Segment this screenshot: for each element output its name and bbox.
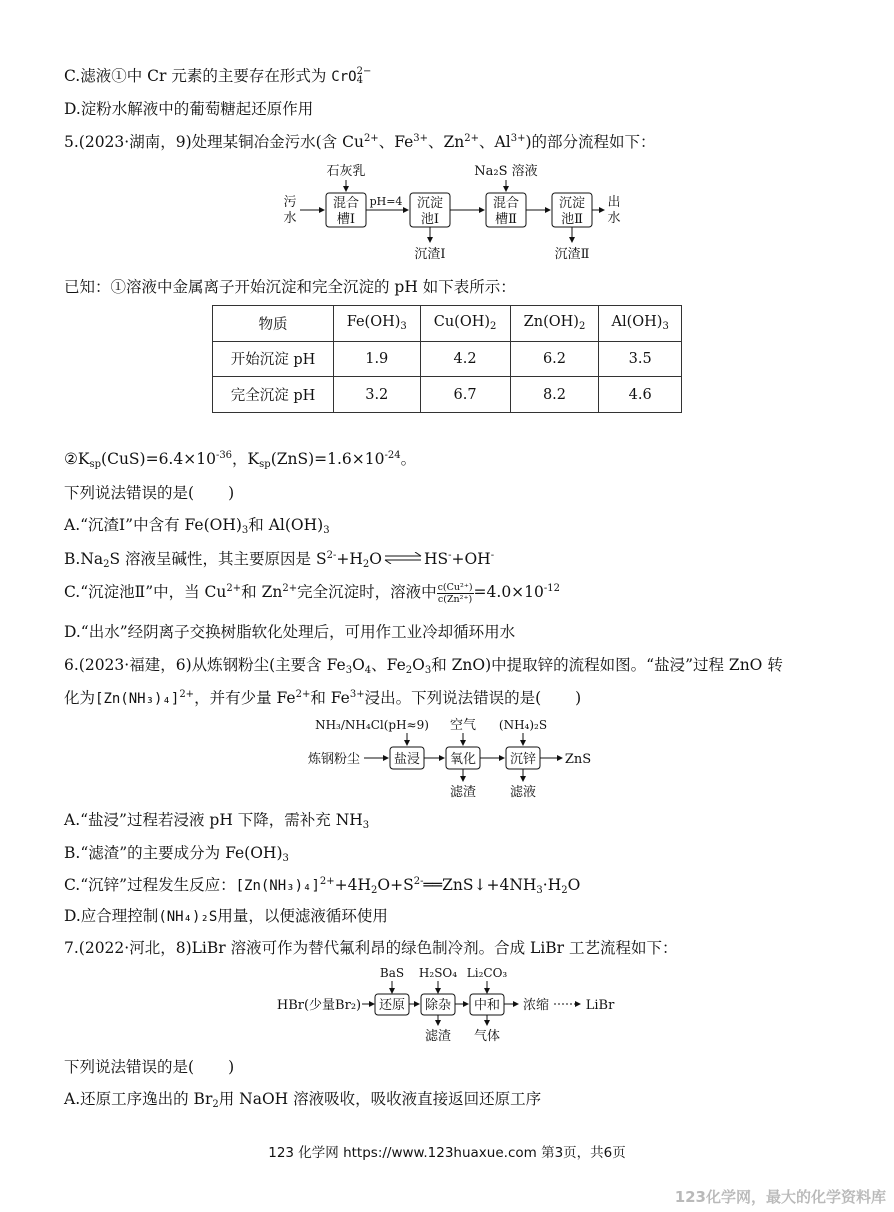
table-row: 开始沉淀 pH 1.9 4.2 6.2 3.5 bbox=[213, 341, 682, 377]
svg-text:槽Ⅰ: 槽Ⅰ bbox=[336, 212, 356, 227]
svg-text:BaS: BaS bbox=[379, 966, 405, 980]
watermark: 123化学网，最大的化学资料库 bbox=[674, 1188, 886, 1206]
q5-flow-diagram bbox=[270, 158, 630, 266]
svg-text:混合: 混合 bbox=[492, 196, 520, 211]
q5-stem: 5.(2023·湖南，9)处理某铜冶金污水(含 $Cu^{2+}$、$Fe^{3+}$、$Zn^{2+}$、$Al^{3+}$)的部分流程如下： bbox=[64, 133, 656, 151]
svg-text:池Ⅱ: 池Ⅱ bbox=[561, 212, 583, 227]
svg-text:混合: 混合 bbox=[332, 196, 360, 211]
svg-text:滤液: 滤液 bbox=[509, 785, 537, 800]
svg-text:Li₂CO₃: Li₂CO₃ bbox=[466, 966, 508, 980]
q6-option-b: B.“滤渣”的主要成分为 $Fe(OH)_3$ bbox=[64, 844, 289, 864]
svg-text:ZnS: ZnS bbox=[564, 752, 592, 767]
q5-ask: 下列说法错误的是( ) bbox=[64, 484, 235, 502]
q4-option-d: D.淀粉水解液中的葡萄糖起还原作用 bbox=[64, 100, 314, 118]
svg-text:NH₃/NH₄Cl(pH≈9): NH₃/NH₄Cl(pH≈9) bbox=[315, 718, 429, 732]
q6-option-c: C.“沉锌”过程发生反应：$[Zn(NH_3)_4]^{2+}+4H_2O+S^{2-}══ZnS↓+4NH_3\cdot H_2O$ bbox=[64, 876, 581, 896]
svg-text:LiBr: LiBr bbox=[585, 998, 615, 1013]
svg-text:沉锌: 沉锌 bbox=[509, 752, 537, 767]
q5-known: 已知：①溶液中金属离子开始沉淀和完全沉淀的 pH 如下表所示： bbox=[64, 278, 516, 296]
flow-output-residue-1: 沉渣Ⅰ bbox=[414, 247, 446, 262]
q7-flow-diagram bbox=[274, 962, 624, 1048]
q7-stem: 7.(2022·河北，8)LiBr 溶液可作为替代氟利昂的绿色制冷剂。合成 LiBr 工艺流程如下： bbox=[64, 939, 678, 957]
svg-text:(NH₄)₂S: (NH₄)₂S bbox=[498, 718, 548, 732]
concentration-ratio: $\frac{\text{c(Cu²⁺)}}{\text{c(Zn²⁺)}}$ bbox=[437, 581, 473, 605]
q4-option-c: C.滤液①中 Cr 元素的主要存在形式为 CrO 2− 4 bbox=[64, 66, 372, 86]
svg-text:空气: 空气 bbox=[449, 718, 477, 733]
svg-text:浓缩: 浓缩 bbox=[522, 998, 550, 1013]
flow-reagent-na2s: Na₂S 溶液 bbox=[474, 164, 538, 179]
q5-option-a: A.“沉渣Ⅰ”中含有 $Fe(OH)_3$和 $Al(OH)_3$ bbox=[64, 516, 330, 536]
svg-text:槽Ⅱ: 槽Ⅱ bbox=[495, 212, 517, 227]
svg-text:盐浸: 盐浸 bbox=[393, 752, 421, 767]
svg-text:污: 污 bbox=[283, 195, 297, 210]
svg-text:水: 水 bbox=[283, 211, 297, 226]
svg-text:滤渣: 滤渣 bbox=[449, 785, 477, 800]
table-row: 完全沉淀 pH 3.2 6.7 8.2 4.6 bbox=[213, 377, 682, 413]
q6-option-a: A.“盐浸”过程若浸液 pH 下降，需补充 $NH_3$ bbox=[64, 811, 370, 831]
q6-stem-line2: 化为$[Zn(NH_3)_4]^{2+}$，并有少量 $Fe^{2+}$和 $Fe^{3+}$浸出。下列说法错误的是( ) bbox=[64, 689, 582, 707]
q5-option-c: C.“沉淀池Ⅱ”中，当 $Cu^{2+}$和 $Zn^{2+}$完全沉淀时，溶液中 $\frac{\text{c(Cu²⁺)}}{\text{c(Zn²⁺)}}$ $=4.0\times 10^{-12}$ bbox=[64, 581, 561, 605]
svg-text:中和: 中和 bbox=[473, 998, 501, 1013]
svg-text:沉淀: 沉淀 bbox=[416, 196, 444, 211]
q7-option-a: A.还原工序逸出的 $Br_2$用 NaOH 溶液吸收，吸收液直接返回还原工序 bbox=[64, 1090, 542, 1110]
q6-option-d: D.应合理控制(NH₄)₂S用量，以便滤液循环使用 bbox=[64, 907, 388, 925]
svg-text:气体: 气体 bbox=[473, 1029, 501, 1044]
table-header-row: 物质 $Fe(OH)_3$ $Cu(OH)_2$ $Zn(OH)_2$ $Al(OH)_3$ bbox=[213, 306, 682, 342]
svg-text:H₂SO₄: H₂SO₄ bbox=[418, 966, 458, 980]
q7-ask: 下列说法错误的是( ) bbox=[64, 1058, 235, 1076]
svg-text:炼钢粉尘: 炼钢粉尘 bbox=[307, 752, 361, 767]
svg-text:水: 水 bbox=[607, 211, 621, 226]
flow-reagent-lime: 石灰乳 bbox=[326, 164, 366, 179]
svg-text:池Ⅰ: 池Ⅰ bbox=[420, 212, 440, 227]
q6-flow-diagram bbox=[300, 714, 610, 800]
q5-ksp: $②K_{sp}(CuS)=6.4\times 10^{-36}$，$K_{sp}(ZnS)=1.6\times 10^{-24}$。 bbox=[64, 450, 417, 470]
svg-text:出: 出 bbox=[607, 195, 621, 210]
svg-text:氧化: 氧化 bbox=[449, 752, 477, 767]
ph-table bbox=[212, 305, 682, 413]
q5-option-d: D.“出水”经阴离子交换树脂软化处理后，可用作工业冷却循环用水 bbox=[64, 623, 516, 641]
q6-stem-line1: 6.(2023·福建，6)从炼钢粉尘(主要含 $Fe_3O_4$、$Fe_2O_3$和 ZnO)中提取锌的流程如图。“盐浸”过程 ZnO 转 bbox=[64, 656, 783, 676]
svg-text:pH=4: pH=4 bbox=[369, 195, 403, 208]
svg-text:HBr(少量Br₂): HBr(少量Br₂) bbox=[276, 998, 362, 1013]
page-footer: 123 化学网 https://www.123huaxue.com 第3页，共6页 bbox=[268, 1145, 626, 1161]
flow-output-residue-2: 沉渣Ⅱ bbox=[554, 247, 590, 262]
svg-text:沉淀: 沉淀 bbox=[558, 196, 586, 211]
svg-text:滤渣: 滤渣 bbox=[424, 1029, 452, 1044]
q5-option-b: $B.Na_2S$ 溶液呈碱性，其主要原因是 $S^{2-}+H_2O$ HS-+OH- bbox=[64, 550, 495, 570]
svg-text:还原: 还原 bbox=[378, 998, 406, 1013]
equilibrium-arrow-icon bbox=[383, 552, 423, 564]
svg-text:除杂: 除杂 bbox=[424, 998, 452, 1013]
